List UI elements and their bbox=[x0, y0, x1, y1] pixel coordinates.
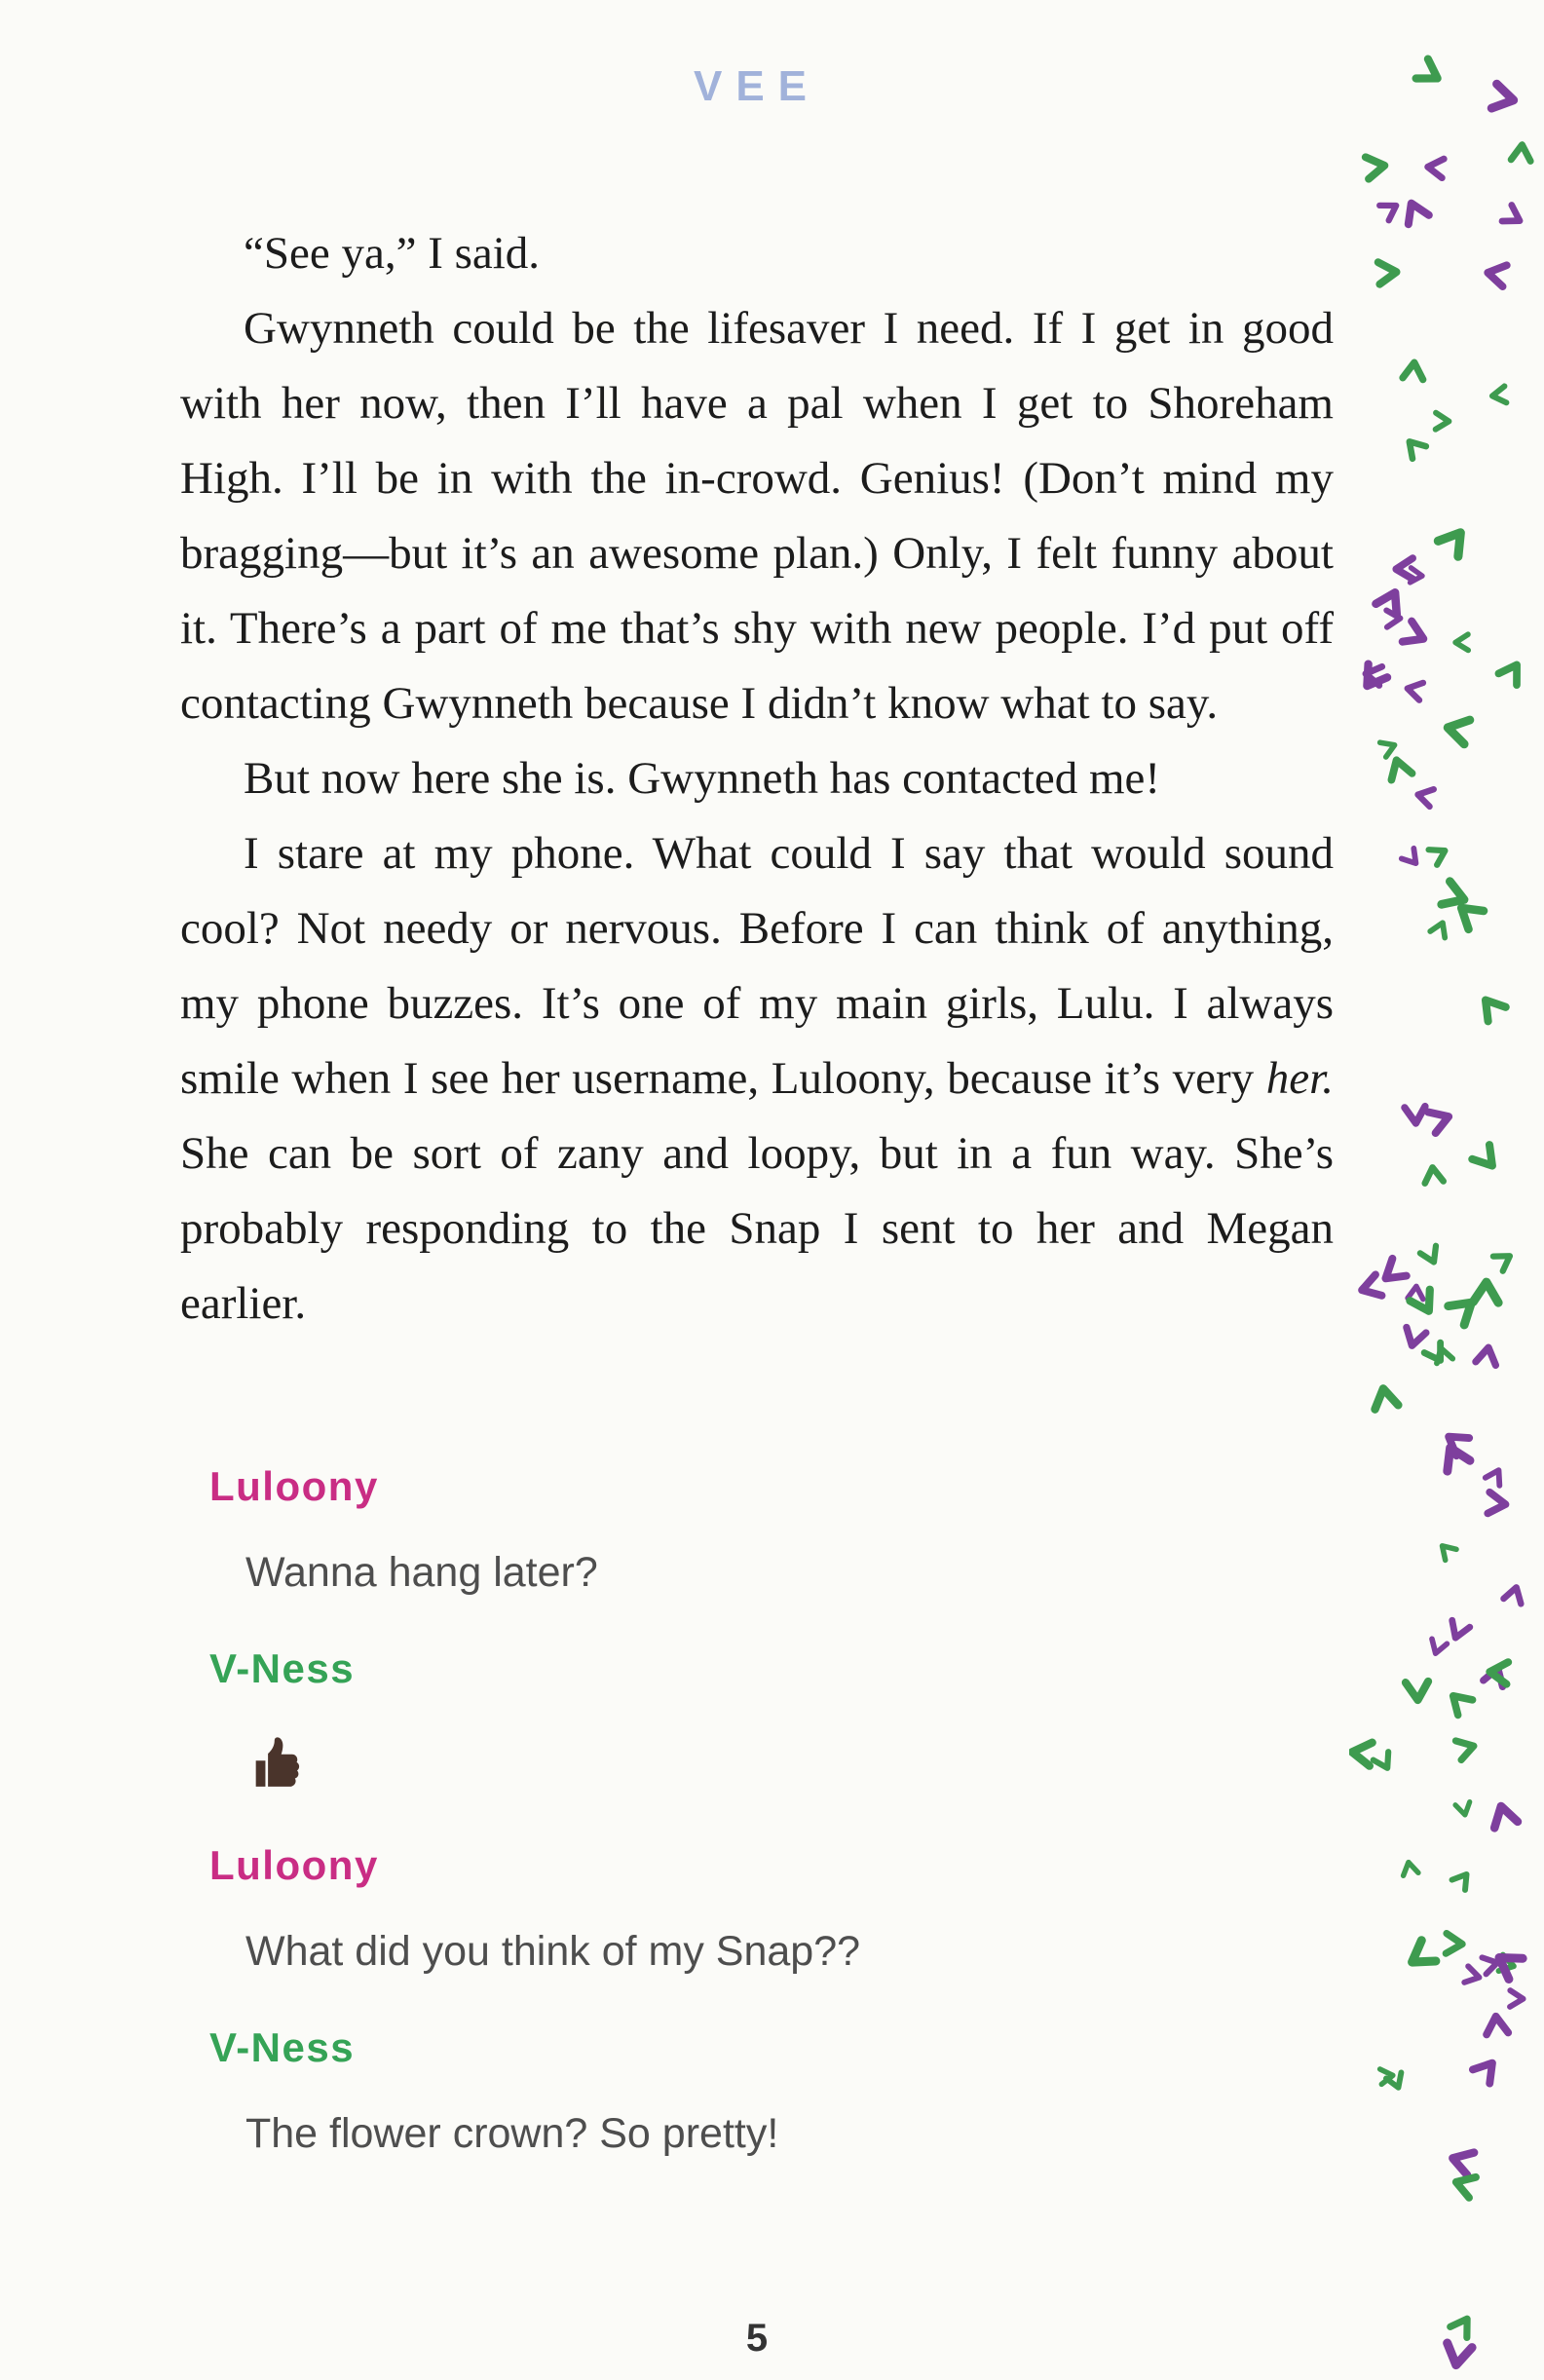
body-text-run: She can be sort of zany and loopy, but in a fun way. She’s probably responding to the Snap I sent to her and Megan earlier. bbox=[180, 1128, 1334, 1329]
page-header-title: VEE bbox=[693, 62, 821, 110]
thumbs-up-icon bbox=[245, 1731, 308, 1794]
body-text bbox=[180, 216, 1334, 1341]
body-text-run: I stare at my phone. What could I say that would sound cool? Not needy or nervous. Before I can think of anything, my phone buzzes. It’s one of my main girls, Lulu. I always smile when I see her username, Luloony, because it’s very bbox=[180, 828, 1334, 1104]
body-paragraph bbox=[180, 816, 1334, 1341]
confetti-decoration bbox=[1349, 0, 1544, 2375]
chat-sender-name: Luloony bbox=[209, 1842, 379, 1888]
body-text-italic-run: her. bbox=[1265, 1053, 1334, 1104]
body-paragraph bbox=[180, 741, 1334, 816]
chat-sender-name: V-Ness bbox=[209, 1645, 356, 1691]
body-text-run: Gwynneth could be the lifesaver I need. If I get in good with her now, then I’ll have a pal when I get to Shoreham High. I’ll be in with the in-crowd. Genius! (Don’t mind my bragging—but it’s an awesome plan.) Only, I felt funny about it. There’s a part of me that’s shy with new people. I’d put off contacting Gwynneth because I didn’t know what to say. bbox=[180, 303, 1334, 729]
chat-message-emoji bbox=[245, 1731, 1291, 1794]
chat-message: The flower crown? So pretty! bbox=[245, 2110, 779, 2157]
chat-group bbox=[209, 1645, 1291, 1794]
body-paragraph bbox=[180, 216, 1334, 291]
chat-transcript bbox=[209, 1463, 1291, 2207]
page-number: 5 bbox=[745, 2317, 769, 2360]
chat-group bbox=[209, 1842, 1291, 1976]
body-text-run: But now here she is. Gwynneth has contacted me! bbox=[244, 753, 1161, 804]
body-paragraph bbox=[180, 291, 1334, 741]
chat-message: What did you think of my Snap?? bbox=[245, 1928, 861, 1975]
chat-group bbox=[209, 2024, 1291, 2158]
chat-group bbox=[209, 1463, 1291, 1597]
chat-message: Wanna hang later? bbox=[245, 1549, 598, 1596]
chat-sender-name: V-Ness bbox=[209, 2024, 356, 2070]
confetti-marks bbox=[1349, 0, 1544, 2375]
chat-sender-name: Luloony bbox=[209, 1463, 379, 1509]
body-text-run: “See ya,” I said. bbox=[244, 228, 541, 279]
